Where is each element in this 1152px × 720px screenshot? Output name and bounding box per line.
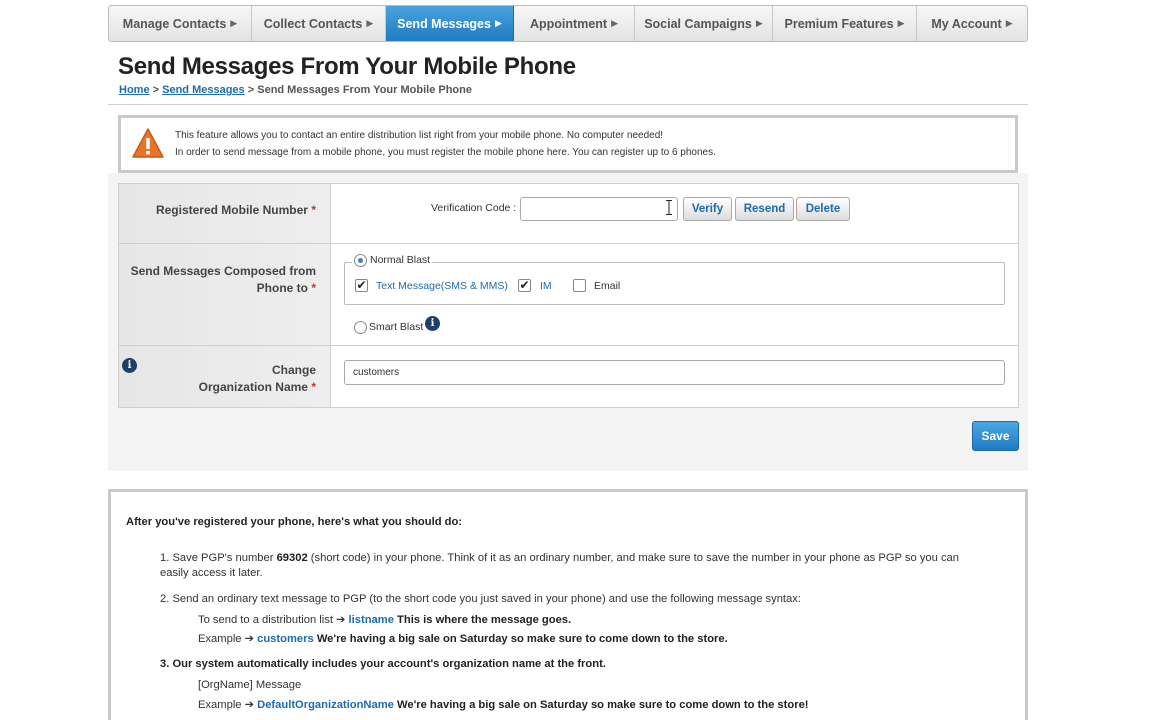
- label-text: Change: [271, 363, 316, 377]
- chevron-right-icon: ▶: [897, 18, 905, 28]
- tab-label: Send Messages: [397, 16, 491, 31]
- orgname-syntax-line: [OrgName] Message: [198, 679, 302, 691]
- breadcrumb-send-messages-link[interactable]: Send Messages: [162, 84, 245, 96]
- notice-line: This feature allows you to contact an entire distribution list right from your mobile phone. No computer needed!: [175, 130, 664, 141]
- tab-label: Collect Contacts: [263, 16, 363, 31]
- notice-line: In order to send message from a mobile phone, you must register the mobile phone here. You can register up to 6 phones.: [175, 147, 716, 158]
- example-prefix: Example ➔: [198, 699, 258, 711]
- step-3: 3. Our system automatically includes your account's organization name at the front.: [160, 658, 606, 670]
- divider: [108, 104, 1028, 105]
- smart-blast-radio[interactable]: [354, 321, 367, 334]
- syntax-line: [198, 613, 571, 626]
- step-text: (short code) in your phone. Think of it as an ordinary number, and make sure to save the number in your phone as PGP so you can: [307, 552, 960, 564]
- resend-button[interactable]: Resend: [735, 197, 794, 221]
- page-title: Send Messages From Your Mobile Phone: [118, 53, 576, 80]
- compose-label: [119, 244, 331, 345]
- warning-icon: [131, 127, 165, 161]
- tab-manage-contacts[interactable]: [109, 6, 252, 41]
- email-label: Email: [594, 280, 621, 292]
- info-icon[interactable]: i: [425, 316, 440, 331]
- breadcrumb: [119, 84, 472, 96]
- instructions-panel: [108, 489, 1028, 720]
- text-cursor-icon: [666, 200, 672, 215]
- required-mark: *: [311, 203, 316, 217]
- chevron-right-icon: ▶: [366, 18, 374, 28]
- chevron-right-icon: ▶: [230, 18, 238, 28]
- breadcrumb-home-link[interactable]: Home: [119, 84, 150, 96]
- verify-button[interactable]: Verify: [683, 197, 732, 221]
- tab-collect-contacts[interactable]: [252, 6, 386, 41]
- syntax-message: This is where the message goes.: [393, 614, 572, 626]
- chevron-right-icon: ▶: [494, 18, 502, 28]
- organization-label: [119, 346, 331, 407]
- step-1-continued: easily access it later.: [160, 567, 263, 579]
- organization-name-input[interactable]: customers: [344, 360, 1005, 385]
- normal-blast-label: Normal Blast: [370, 254, 431, 266]
- instructions-intro: After you've registered your phone, here's what you should do:: [126, 516, 463, 528]
- email-checkbox[interactable]: [573, 279, 586, 292]
- chevron-right-icon: ▶: [755, 18, 763, 28]
- info-icon[interactable]: i: [122, 358, 137, 373]
- tab-premium-features[interactable]: [773, 6, 917, 41]
- example-line-2: [198, 698, 809, 711]
- chevron-right-icon: ▶: [1005, 18, 1013, 28]
- text-message-checkbox[interactable]: ✔: [356, 278, 367, 292]
- tab-label: Appointment: [530, 16, 608, 31]
- save-button[interactable]: Save: [972, 421, 1019, 451]
- verification-code-input[interactable]: [520, 197, 678, 221]
- example-list-keyword: customers: [257, 633, 314, 645]
- tab-label: Manage Contacts: [122, 16, 227, 31]
- label-text: Organization Name: [198, 380, 308, 394]
- step-text: 1. Save PGP's number: [160, 552, 277, 564]
- breadcrumb-current: Send Messages From Your Mobile Phone: [257, 84, 472, 96]
- text-message-label: Text Message(SMS & MMS): [376, 280, 508, 292]
- step-1: [160, 552, 959, 564]
- required-mark: *: [311, 380, 316, 394]
- short-code: 69302: [276, 552, 308, 564]
- example-message: We're having a big sale on Saturday so make sure to come down to the store.: [313, 633, 728, 645]
- required-mark: *: [311, 281, 316, 295]
- notice-text: [175, 127, 716, 161]
- example-message: We're having a big sale on Saturday so make sure to come down to the store!: [393, 699, 809, 711]
- label-text: Registered Mobile Number: [155, 203, 308, 217]
- tab-label: My Account: [931, 16, 1002, 31]
- im-checkbox[interactable]: ✔: [519, 278, 530, 292]
- label-text: Phone to: [256, 281, 308, 295]
- example-line: [198, 632, 728, 645]
- label-text: Send Messages Composed from: [130, 264, 316, 278]
- registered-mobile-label: [119, 184, 331, 243]
- step-2: 2. Send an ordinary text message to PGP (to the short code you just saved in your phone) and use the following message syntax:: [160, 593, 801, 605]
- breadcrumb-separator: >: [247, 84, 255, 96]
- breadcrumb-separator: >: [152, 84, 160, 96]
- normal-blast-radio[interactable]: [354, 254, 367, 267]
- im-label: IM: [540, 280, 552, 292]
- tab-label: Premium Features: [784, 16, 894, 31]
- feature-notice: [118, 115, 1018, 173]
- tab-label: Social Campaigns: [644, 16, 752, 31]
- tab-send-messages[interactable]: [386, 6, 514, 41]
- smart-blast-label: Smart Blast: [369, 321, 424, 333]
- syntax-text: To send to a distribution list ➔: [198, 614, 349, 626]
- tab-social-campaigns[interactable]: [635, 6, 773, 41]
- chevron-right-icon: ▶: [611, 18, 618, 28]
- listname-keyword: listname: [348, 614, 394, 626]
- verification-code-label: Verification Code :: [431, 202, 517, 214]
- tab-my-account[interactable]: [917, 6, 1027, 41]
- delete-button[interactable]: Delete: [796, 197, 850, 221]
- example-org-keyword: DefaultOrganizationName: [257, 699, 394, 711]
- main-nav: [108, 5, 1028, 42]
- tab-appointment[interactable]: [514, 6, 635, 41]
- example-prefix: Example ➔: [198, 633, 258, 645]
